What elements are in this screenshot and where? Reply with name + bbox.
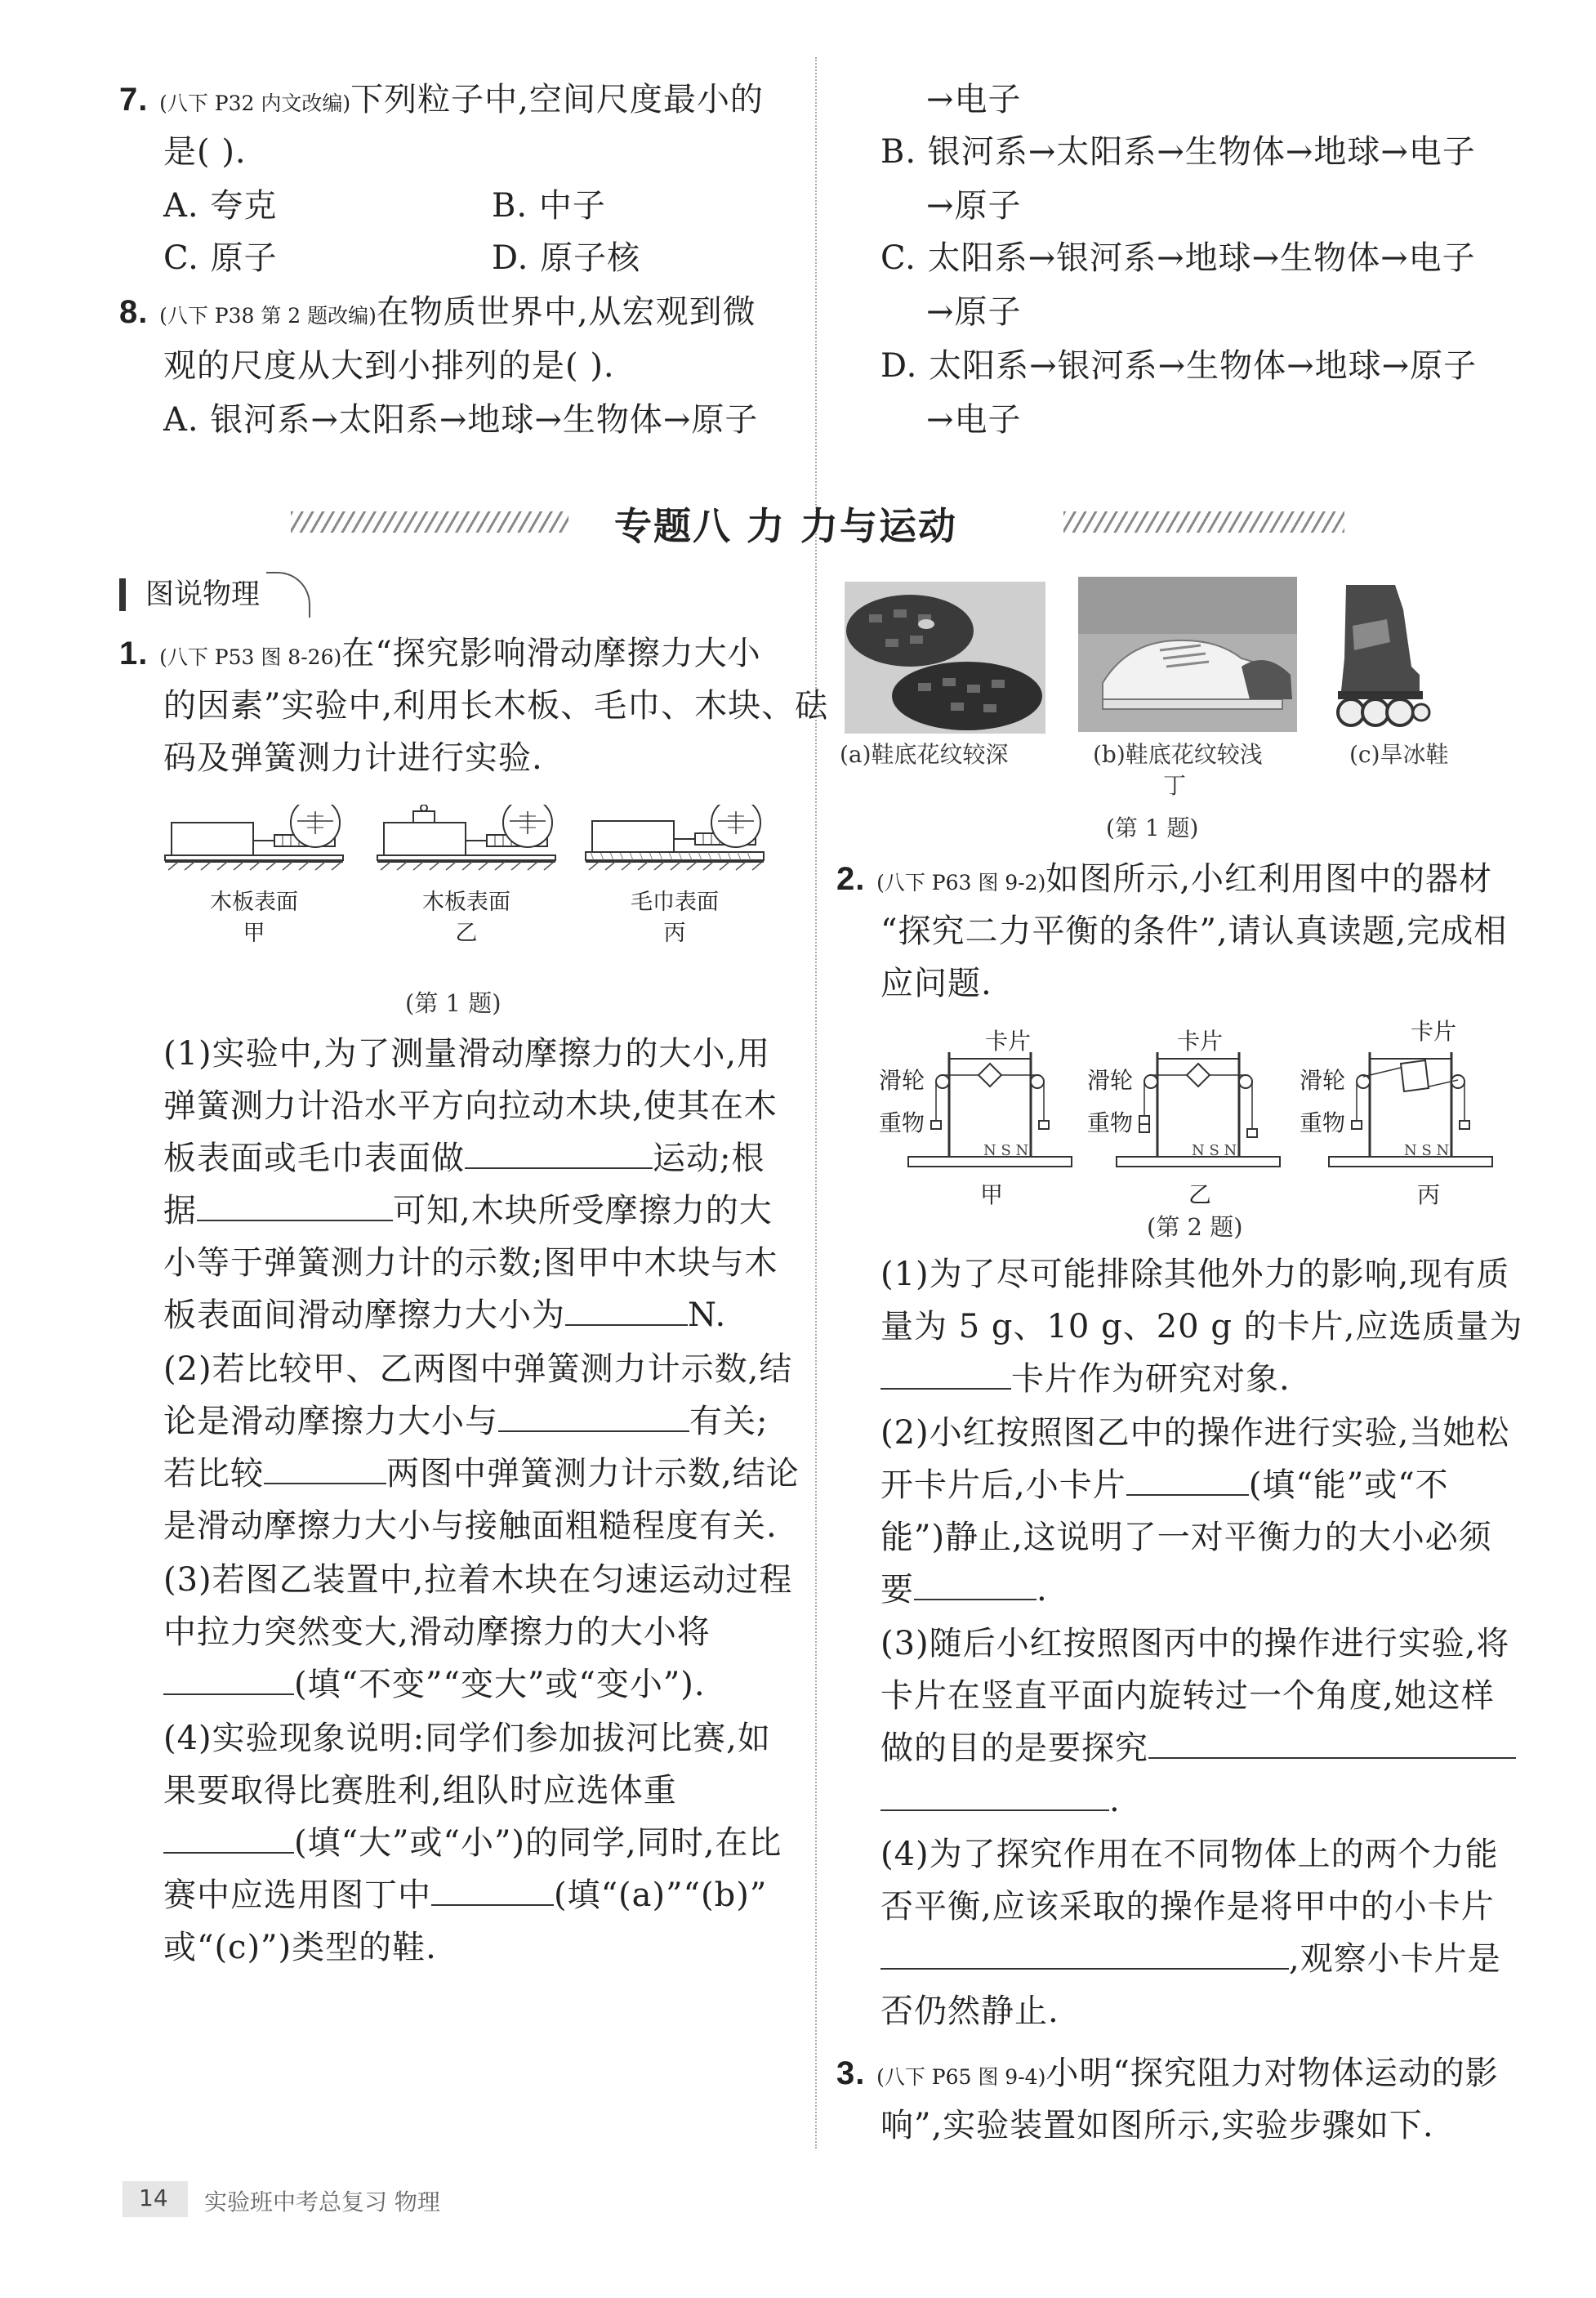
option-b-cont: →原子 (926, 187, 1022, 225)
question-number: 2. (836, 861, 866, 897)
q2-p3-l4: . (880, 1781, 1121, 1820)
photo-caption-b: (b)鞋底花纹较浅 (1093, 741, 1263, 768)
card (1187, 1064, 1210, 1087)
q7-line1: 7. (八下 P32 内文改编)下列粒子中,空间尺度最小的 (119, 81, 764, 118)
answer-blank[interactable] (880, 1782, 1109, 1811)
q1-line3: 码及弹簧测力计进行实验. (163, 739, 543, 777)
photo-caption-a: (a)鞋底花纹较深 (840, 741, 1009, 768)
source-note: (八下 P63 图 9-2) (876, 871, 1046, 895)
q1-p3-l3: (填“不变”“变大”或“变小”). (163, 1665, 706, 1704)
tag-label: 图说物理 (145, 578, 261, 611)
option-c: C. 原子 (163, 239, 278, 277)
q1-p2-l4: 是滑动摩擦力大小与接触面粗糙程度有关. (163, 1507, 778, 1545)
answer-blank[interactable] (465, 1140, 653, 1169)
friction-experiment-figure (160, 805, 781, 968)
question-number: 3. (836, 2055, 866, 2091)
photo-shoe-deep-tread (845, 582, 1045, 734)
option-d-cont: →电子 (926, 401, 1022, 439)
q2-p3-l3: 做的目的是要探究 (880, 1729, 1516, 1768)
q1-p1-l5: 小等于弹簧测力计的示数;图甲中木块与木 (163, 1244, 778, 1282)
apparatus-bing (1300, 1018, 1492, 1206)
q1-p4-l3: (填“大”或“小”)的同学,同时,在比 (163, 1823, 782, 1863)
section-title: 专题八 力 力与运动 (614, 504, 958, 548)
q8-line1: 8. (八下 P38 第 2 题改编)在物质世界中,从宏观到微 (119, 293, 756, 331)
figure-caption: (第 1 题) (405, 989, 502, 1017)
tag-bar (119, 578, 126, 611)
wood-block (384, 823, 466, 855)
figure-label: 甲 (243, 921, 265, 946)
q1-p3-l2: 中拉力突然变大,滑动摩擦力的大小将 (163, 1613, 711, 1651)
q1-p4-l5: 或“(c)”)类型的鞋. (163, 1929, 437, 1966)
q2-p2-l1: (2)小红按照图乙中的操作进行实验,当她松 (880, 1414, 1510, 1452)
q2-line3: 应问题. (880, 965, 992, 1002)
q2-p1-l2: 量为 5 g、10 g、20 g 的卡片,应选质量为 (880, 1308, 1523, 1345)
q8-line2: 观的尺度从大到小排列的是( ). (163, 347, 615, 385)
question-number: 1. (119, 636, 149, 672)
option-b: B. 中子 (492, 187, 606, 225)
title-hatch-left (291, 511, 568, 533)
book-title: 实验班中考总复习 物理 (204, 2189, 440, 2215)
q1-p3-l1: (3)若图乙装置中,拉着木块在匀速运动过程 (163, 1561, 793, 1599)
source-note: (八下 P53 图 8-26) (159, 645, 342, 669)
answer-blank[interactable] (1148, 1729, 1516, 1759)
answer-blank[interactable] (197, 1192, 393, 1221)
answer-blank[interactable] (880, 1360, 1011, 1390)
q1-p1-l1: (1)实验中,为了测量滑动摩擦力的大小,用 (163, 1035, 771, 1073)
q1-p1-l2: 弹簧测力计沿水平方向拉动木块,使其在木 (163, 1087, 778, 1125)
option-a-cont: →电子 (926, 81, 1022, 118)
q2-p4-l1: (4)为了探究作用在不同物体上的两个力能 (880, 1836, 1499, 1873)
q7-line2: 是( ). (163, 133, 247, 171)
svg-text:N S N: N S N (1404, 1142, 1450, 1159)
svg-text:N S N: N S N (983, 1142, 1029, 1159)
option-d: D. 太阳系→银河系→生物体→地球→原子 (880, 347, 1478, 385)
figure-label: 丙 (663, 921, 686, 946)
q1-p4-l2: 果要取得比赛胜利,组队时应选体重 (163, 1772, 677, 1809)
q1-p2-l2: 论是滑动摩擦力大小与 有关; (163, 1403, 769, 1440)
setup-jia (165, 805, 343, 946)
answer-blank[interactable] (264, 1455, 386, 1484)
figure-label: 乙 (455, 921, 478, 946)
column-divider (815, 57, 817, 2149)
shoe-sole-icon (845, 582, 1045, 734)
apparatus-yi (1087, 1028, 1280, 1206)
weight (413, 811, 435, 823)
weight-label: 重物 (1087, 1109, 1134, 1136)
source-note: (八下 P38 第 2 题改编) (159, 304, 377, 328)
tag-curve (266, 572, 310, 618)
wood-block (592, 821, 674, 852)
q1-p2-l3: 若比较 两图中弹簧测力计示数,结论 (163, 1455, 800, 1493)
answer-blank[interactable] (914, 1571, 1037, 1600)
q1-p1-l6: 板表面间滑动摩擦力大小为 N. (163, 1296, 727, 1334)
pulley-label: 滑轮 (1300, 1067, 1346, 1094)
card (1401, 1060, 1429, 1091)
figure-caption: (第 1 题) (1106, 814, 1199, 841)
answer-blank[interactable] (163, 1824, 294, 1854)
card-label: 卡片 (985, 1028, 1032, 1055)
photo-caption-c: (c)旱冰鞋 (1349, 741, 1449, 768)
q2-p2-l3: 能”)静止,这说明了一对平衡力的大小必须 (880, 1519, 1492, 1556)
question-number: 7. (119, 82, 149, 118)
figure-label: 木板表面 (210, 890, 298, 915)
source-note: (八下 P32 内文改编) (159, 91, 351, 115)
card (979, 1064, 1001, 1087)
q1-p2-l1: (2)若比较甲、乙两图中弹簧测力计示数,结 (163, 1350, 793, 1388)
option-b: B. 银河系→太阳系→生物体→地球→电子 (880, 133, 1476, 171)
page-number: 14 (139, 2184, 168, 2211)
q2-line2: “探究二力平衡的条件”,请认真读题,完成相 (880, 913, 1508, 950)
setup-yi (377, 805, 555, 946)
q2-p1-l3: 卡片作为研究对象. (880, 1359, 1291, 1399)
q2-p4-l2: 否平衡,应该采取的操作是将甲中的小卡片 (880, 1888, 1495, 1925)
pulley-label: 滑轮 (879, 1067, 925, 1094)
q2-line1: 2. (八下 P63 图 9-2)如图所示,小红利用图中的器材 (836, 860, 1493, 898)
q3-line1: 3. (八下 P65 图 9-4)小明“探究阻力对物体运动的影 (836, 2055, 1499, 2092)
option-c: C. 太阳系→银河系→地球→生物体→电子 (880, 239, 1476, 277)
figure-label: 木板表面 (422, 890, 510, 915)
card-label: 卡片 (1177, 1028, 1224, 1055)
q1-p4-l4: 赛中应选用图丁中 (填“(a)”“(b)” (163, 1876, 768, 1914)
card-label: 卡片 (1411, 1018, 1457, 1045)
q2-p2-l4: 要 . (880, 1571, 1048, 1609)
q2-p2-l2: 开卡片后,小卡片 (填“能”或“不 (880, 1466, 1449, 1504)
option-c-cont: →原子 (926, 293, 1022, 331)
photo-shoe-shallow-tread (1078, 577, 1297, 732)
figure-label: 毛巾表面 (631, 890, 719, 915)
answer-blank[interactable] (565, 1296, 688, 1326)
svg-text:N S N: N S N (1192, 1142, 1237, 1159)
figure-label: 甲 (979, 1181, 1004, 1206)
q1-line1: 1. (八下 P53 图 8-26)在“探究影响滑动摩擦力大小 (119, 635, 761, 672)
answer-blank[interactable] (163, 1666, 294, 1695)
q1-p1-l3: 板表面或毛巾表面做 运动;根 (163, 1140, 765, 1177)
photo-roller-skate (1330, 577, 1431, 732)
wood-block (172, 823, 253, 855)
title-hatch-right (1063, 511, 1344, 533)
photo-label-ding: 丁 (1163, 772, 1187, 799)
figure-label: 乙 (1188, 1181, 1212, 1206)
roller-skate-icon (1330, 577, 1431, 732)
sneaker-icon (1078, 577, 1297, 732)
q1-p4-l1: (4)实验现象说明:同学们参加拔河比赛,如 (163, 1720, 771, 1757)
section-tag (119, 572, 309, 618)
answer-blank[interactable] (498, 1403, 689, 1432)
option-a: A. 银河系→太阳系→地球→生物体→原子 (163, 401, 759, 439)
figure-label: 丙 (1416, 1181, 1441, 1206)
q2-p4-l4: 否仍然静止. (880, 1992, 1059, 2030)
q3-line2: 响”,实验装置如图所示,实验步骤如下. (880, 2107, 1434, 2144)
q1-p1-l4: 据 可知,木块所受摩擦力的大 (163, 1192, 773, 1229)
option-d: D. 原子核 (492, 239, 641, 277)
balance-experiment-figure (879, 1010, 1524, 1206)
setup-bing (586, 805, 764, 946)
q2-p3-l1: (3)随后小红按照图丙中的操作进行实验,将 (880, 1625, 1510, 1662)
apparatus-jia (879, 1028, 1072, 1206)
pulley-label: 滑轮 (1087, 1067, 1134, 1094)
q2-p1-l1: (1)为了尽可能排除其他外力的影响,现有质 (880, 1256, 1510, 1293)
source-note: (八下 P65 图 9-4) (876, 2065, 1046, 2089)
q2-p4-l3: ,观察小卡片是 (880, 1939, 1501, 1979)
q1-line2: 的因素”实验中,利用长木板、毛巾、木块、砝 (163, 687, 829, 725)
option-a: A. 夸克 (163, 187, 278, 225)
answer-blank[interactable] (1126, 1466, 1249, 1496)
q2-p3-l2: 卡片在竖直平面内旋转过一个角度,她这样 (880, 1677, 1495, 1715)
question-number: 8. (119, 294, 149, 330)
weight-label: 重物 (1300, 1109, 1346, 1136)
weight-label: 重物 (879, 1109, 925, 1136)
answer-blank[interactable] (880, 1940, 1289, 1970)
answer-blank[interactable] (431, 1876, 554, 1906)
figure-caption: (第 2 题) (1147, 1213, 1243, 1241)
